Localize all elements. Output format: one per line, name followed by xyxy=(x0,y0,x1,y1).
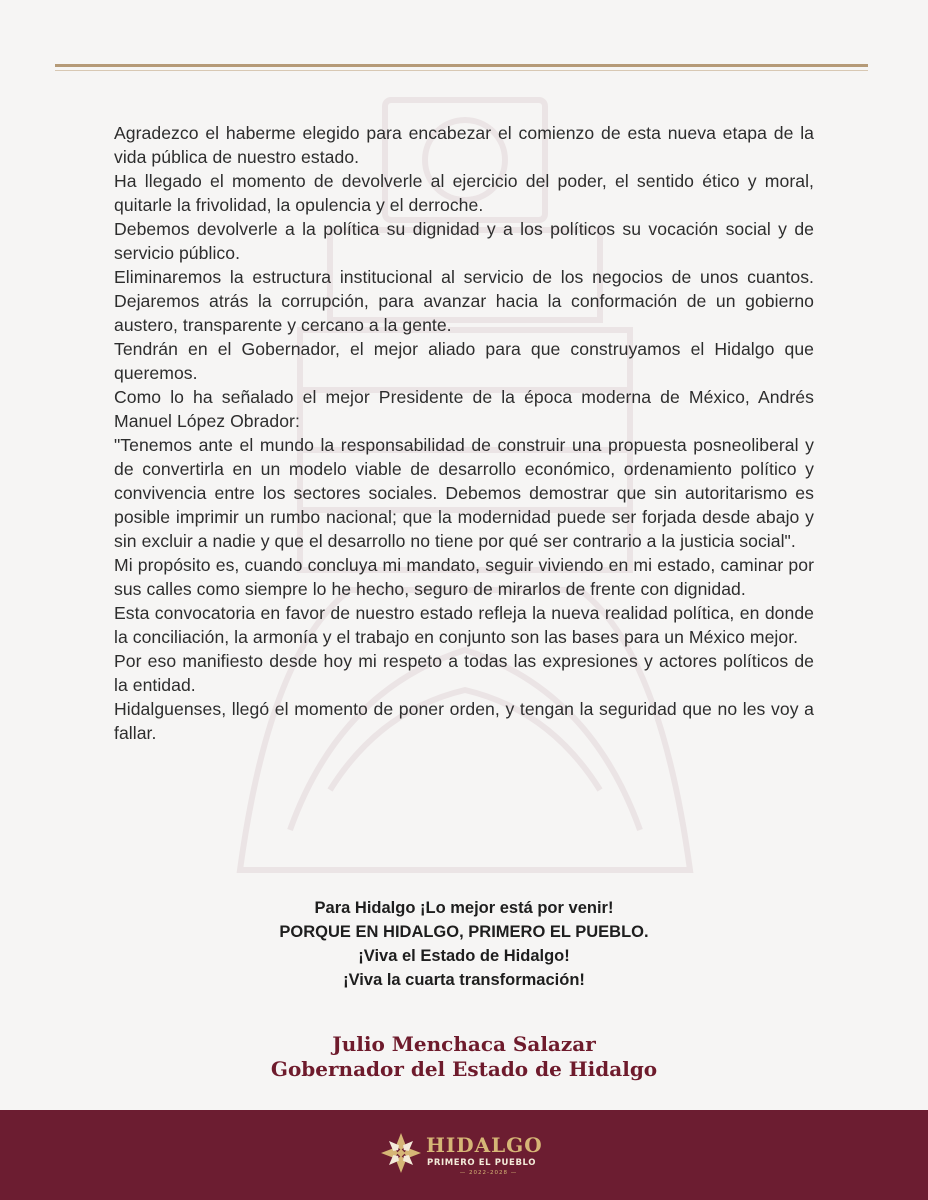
footer-band xyxy=(0,1110,928,1200)
signature-block xyxy=(164,1032,764,1082)
star-flower-icon xyxy=(380,1132,422,1174)
closing-statements xyxy=(164,896,764,992)
paragraph: Esta convocatoria en favor de nuestro estado refleja la nueva realidad política, en donde la conciliación, la armonía y el trabajo en conjunto son las bases para un México mejor. xyxy=(114,603,814,647)
paragraph: Por eso manifiesto desde hoy mi respeto a todas las expresiones y actores políticos de la entidad. xyxy=(114,651,814,695)
paragraph: Debemos devolverle a la política su dignidad y a los políticos su vocación social y de servicio público. xyxy=(114,219,814,263)
logo-years: — 2022-2028 — xyxy=(459,1170,518,1176)
letter-body xyxy=(114,121,814,745)
paragraph: Hidalguenses, llegó el momento de poner orden, y tengan la seguridad que no les voy a fallar. xyxy=(114,699,814,743)
closing-line: PORQUE EN HIDALGO, PRIMERO EL PUEBLO. xyxy=(279,923,649,941)
paragraph: Eliminaremos la estructura institucional al servicio de los negocios de unos cuantos. Dejaremos atrás la corrupción, para avanzar hacia la conformación de un gobierno austero, transparente y cercano a la gente. xyxy=(114,267,814,335)
closing-line: ¡Viva la cuarta transformación! xyxy=(343,971,585,989)
paragraph: Como lo ha señalado el mejor Presidente de la época moderna de México, Andrés Manuel López Obrador: xyxy=(114,387,814,431)
paragraph: Mi propósito es, cuando concluya mi mandato, seguir viviendo en mi estado, caminar por sus calles como siempre lo he hecho, seguro de mirarlos de frente con dignidad. xyxy=(114,555,814,599)
paragraph: Ha llegado el momento de devolverle al ejercicio del poder, el sentido ético y moral, quitarle la frivolidad, la opulencia y el derroche. xyxy=(114,171,814,215)
header-divider xyxy=(55,64,868,67)
signature-role: Gobernador del Estado de Hidalgo xyxy=(270,1057,658,1081)
closing-line: ¡Viva el Estado de Hidalgo! xyxy=(358,947,570,965)
quote-paragraph: "Tenemos ante el mundo la responsabilidad de construir una propuesta posneoliberal y de convertirla en un modelo viable de desarrollo económico, ordenamiento político y convivencia entre los sectores sociales. Debemos demostrar que sin autoritarismo es posible imprimir un rumbo nacional; que la modernidad puede ser forjada desde abajo y sin excluir a nadie y que el desarrollo no tiene por qué ser contrario a la justicia social". xyxy=(114,435,814,551)
paragraph: Tendrán en el Gobernador, el mejor aliado para que construyamos el Hidalgo que queremos. xyxy=(114,339,814,383)
signature-name: Julio Menchaca Salazar xyxy=(332,1032,596,1056)
closing-line: Para Hidalgo ¡Lo mejor está por venir! xyxy=(314,899,614,917)
paragraph: Agradezco el haberme elegido para encabezar el comienzo de esta nueva etapa de la vida pública de nuestro estado. xyxy=(114,123,814,167)
header-divider-thin xyxy=(55,70,868,71)
hidalgo-logo xyxy=(380,1130,560,1182)
logo-subtitle: PRIMERO EL PUEBLO xyxy=(427,1158,537,1168)
logo-title: HIDALGO xyxy=(426,1133,543,1157)
